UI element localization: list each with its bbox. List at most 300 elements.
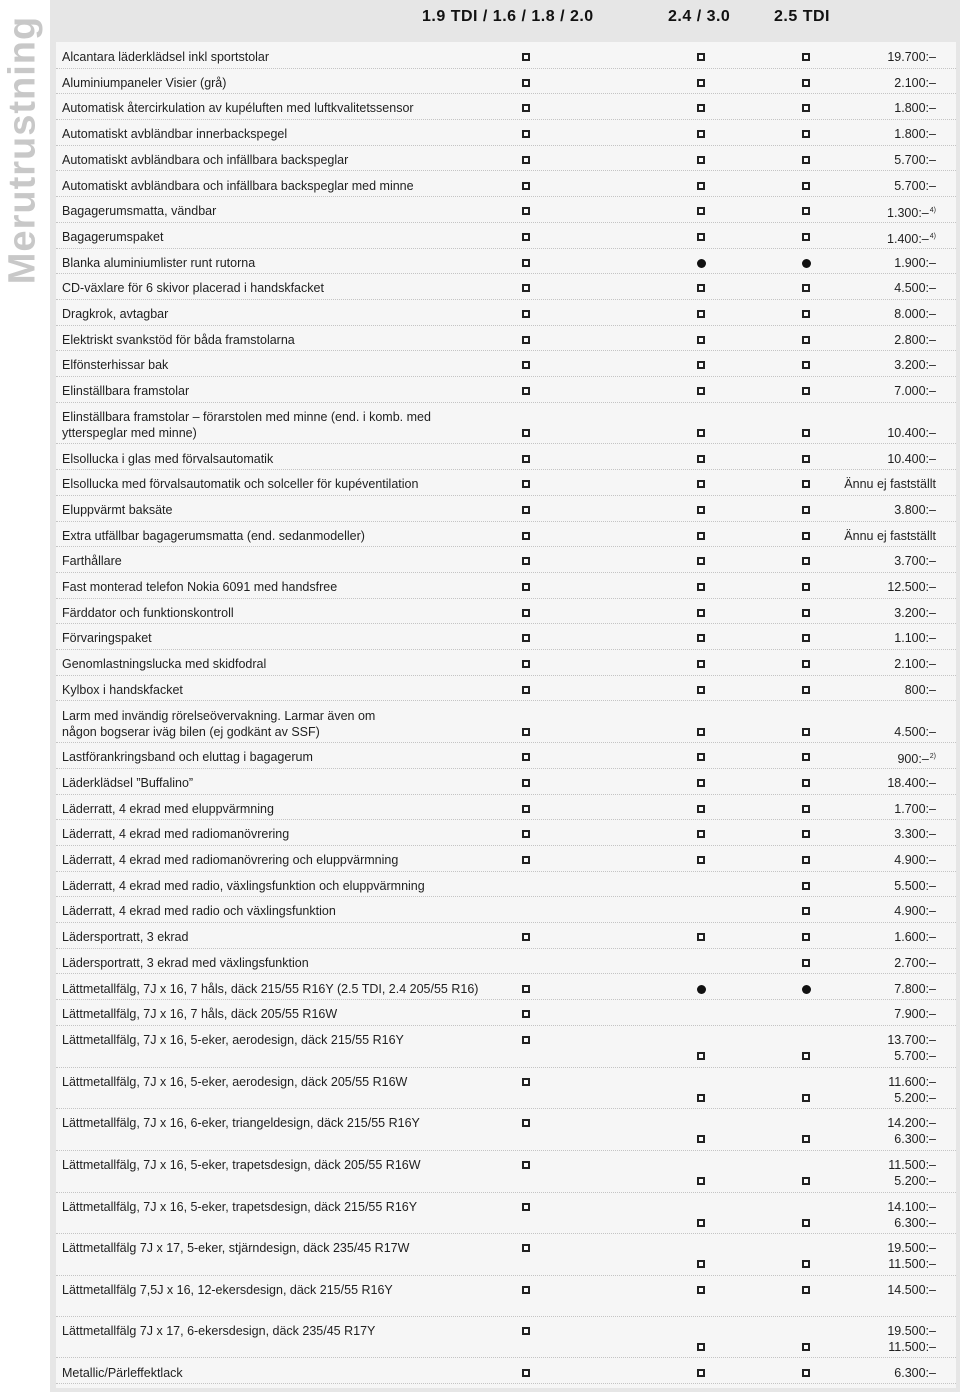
option-box-icon: [802, 387, 810, 395]
price-value: 3.800:–: [894, 502, 936, 517]
option-box-icon: [522, 130, 530, 138]
option-price: [887, 1282, 936, 1298]
option-box-icon: [522, 79, 530, 87]
option-box-icon: [802, 532, 810, 540]
price-value: 11.500:–: [888, 1158, 936, 1172]
price-value: 1.600:–: [894, 930, 936, 945]
price-value: 2.700:–: [894, 955, 936, 970]
option-label: Fast monterad telefon Nokia 6091 med handsfree: [62, 580, 338, 594]
option-label: Farthållare: [62, 554, 122, 569]
option-price: [894, 724, 936, 740]
option-box-icon: [697, 156, 705, 164]
option-box-icon: [522, 985, 530, 993]
option-price: [894, 903, 936, 919]
option-box-icon: [522, 933, 530, 941]
table-row: [56, 1275, 956, 1317]
option-label: Lädersportratt, 3 ekrad: [62, 930, 189, 945]
price-value: 1.900:–: [894, 255, 936, 270]
price-value: 1.800:–: [894, 101, 936, 116]
option-box-icon: [522, 1327, 530, 1335]
option-price: [894, 1090, 936, 1106]
option-price: [894, 178, 936, 194]
option-price: [887, 1115, 936, 1131]
table-row: [56, 444, 956, 471]
option-label: Automatiskt avbländbara och infällbara backspeglar med minne: [62, 178, 414, 193]
table-row: [56, 922, 956, 949]
table-row: [56, 325, 956, 352]
option-price: [888, 1339, 936, 1355]
option-box-icon: [522, 1369, 530, 1377]
option-box-icon: [697, 506, 705, 514]
price-value: 14.200:–: [887, 1116, 936, 1131]
table-row: [56, 299, 956, 326]
option-box-icon: [697, 830, 705, 838]
option-label: Elfönsterhissar bak: [62, 358, 169, 373]
table-row: [56, 1316, 956, 1359]
option-box-icon: [802, 233, 810, 241]
option-box-icon: [697, 1219, 705, 1227]
option-box-icon: [802, 907, 810, 915]
price-value: 10.400:–: [887, 451, 936, 466]
price-value: 19.500:–: [887, 1241, 936, 1256]
table-row: [56, 376, 956, 403]
option-price: [894, 75, 936, 91]
option-price: [887, 1240, 936, 1256]
option-price: [894, 152, 936, 168]
option-price: [888, 1256, 936, 1272]
option-price: [894, 605, 936, 621]
price-value: 5.700:–: [894, 152, 936, 167]
option-label: CD-växlare för 6 skivor placerad i handskfacket: [62, 281, 324, 296]
option-label: någon bogserar iväg bilen (ej godkänt av SSF): [62, 724, 320, 739]
table-row: [56, 273, 956, 300]
option-box-icon: [522, 233, 530, 241]
option-box-icon: [802, 728, 810, 736]
option-box-icon: [697, 1286, 705, 1294]
option-box-icon: [522, 259, 530, 267]
option-label: Blanka aluminiumlister runt rutorna: [62, 255, 256, 270]
option-box-icon: [697, 207, 705, 215]
option-box-icon: [802, 959, 810, 967]
option-label: Läderratt, 4 ekrad med radiomanövrering och eluppvärmning: [62, 853, 399, 867]
option-price: [894, 1173, 936, 1189]
price-value: 3.200:–: [894, 605, 936, 620]
standard-dot-icon: [802, 985, 811, 994]
option-label: Alcantara läderklädsel inkl sportstolar: [62, 50, 270, 64]
option-box-icon: [522, 182, 530, 190]
option-label: Lättmetallfälg, 7J x 16, 7 håls, däck 215/55 R16Y (2.5 TDI, 2.4 205/55 R16): [62, 981, 479, 996]
table-row: [56, 196, 956, 223]
option-box-icon: [697, 1052, 705, 1060]
option-box-icon: [802, 53, 810, 61]
table-row: [56, 350, 956, 377]
option-price: [905, 682, 936, 698]
option-price: [887, 229, 936, 247]
option-box-icon: [697, 53, 705, 61]
option-label: Bagagerumspaket: [62, 229, 164, 244]
option-box-icon: [522, 361, 530, 369]
option-box-icon: [522, 1078, 530, 1086]
column-header-engine-group-3: 2.5 TDI: [774, 8, 830, 25]
option-price: [887, 49, 936, 65]
option-label: Lädersportratt, 3 ekrad med växlingsfunktion: [62, 955, 309, 970]
table-row: [56, 469, 956, 496]
option-box-icon: [802, 856, 810, 864]
option-box-icon: [697, 583, 705, 591]
table-row: [56, 742, 956, 769]
option-label: ytterspeglar med minne): [62, 425, 197, 440]
option-box-icon: [697, 686, 705, 694]
price-value: 8.000:–: [894, 307, 936, 321]
option-box-icon: [522, 1161, 530, 1169]
option-box-icon: [522, 728, 530, 736]
footnote-marker: 2): [929, 753, 936, 761]
option-box-icon: [522, 830, 530, 838]
option-box-icon: [802, 1094, 810, 1102]
option-price: [894, 332, 936, 348]
price-value: 13.700:–: [887, 1032, 936, 1047]
option-box-icon: [522, 1244, 530, 1252]
option-label: Automatisk återcirkulation av kupéluften med luftkvalitetssensor: [62, 101, 414, 116]
option-box-icon: [522, 1286, 530, 1294]
option-label: Lättmetallfälg, 7J x 16, 5-eker, trapetsdesign, däck 215/55 R16Y: [62, 1199, 418, 1214]
price-value: 5.700:–: [894, 178, 936, 193]
option-label: Kylbox i handskfacket: [62, 682, 183, 697]
price-value: 5.700:–: [894, 1048, 936, 1063]
option-box-icon: [522, 1203, 530, 1211]
option-box-icon: [697, 779, 705, 787]
price-value: 19.700:–: [887, 50, 936, 64]
option-price: [897, 749, 936, 767]
option-price: [887, 579, 936, 595]
price-value: 900:–: [897, 752, 929, 767]
option-label: Läderratt, 4 ekrad med eluppvärmning: [62, 801, 274, 816]
price-value: 1.300:–: [887, 206, 929, 221]
option-box-icon: [802, 480, 810, 488]
standard-dot-icon: [697, 259, 706, 268]
option-label: Automatiskt avbländbar innerbackspegel: [62, 127, 288, 142]
option-price: [894, 383, 936, 399]
option-box-icon: [522, 1119, 530, 1127]
option-label: Lastförankringsband och eluttag i bagagerum: [62, 750, 313, 765]
table-row: [56, 649, 956, 676]
option-box-icon: [802, 1052, 810, 1060]
table-row: [56, 495, 956, 522]
price-value: 5.200:–: [894, 1174, 936, 1188]
price-value: 2.100:–: [894, 75, 936, 90]
price-value: 4.900:–: [894, 853, 936, 867]
option-box-icon: [802, 207, 810, 215]
option-box-icon: [697, 79, 705, 87]
table-row: [56, 521, 956, 548]
option-box-icon: [522, 856, 530, 864]
option-box-icon: [697, 455, 705, 463]
option-box-icon: [802, 361, 810, 369]
table-row: [56, 1025, 956, 1068]
option-label: Larm med invändig rörelseövervakning. Larmar även om: [62, 708, 376, 723]
option-box-icon: [697, 557, 705, 565]
option-box-icon: [522, 284, 530, 292]
option-box-icon: [697, 1260, 705, 1268]
option-price: [894, 630, 936, 646]
table-row: [56, 1108, 956, 1151]
table-row: [56, 819, 956, 846]
option-box-icon: [802, 1286, 810, 1294]
option-box-icon: [697, 480, 705, 488]
price-value: 1.100:–: [894, 631, 936, 646]
option-label: Aluminiumpaneler Visier (grå): [62, 75, 227, 90]
option-box-icon: [802, 429, 810, 437]
option-price: [894, 357, 936, 373]
option-label: Förvaringspaket: [62, 631, 152, 646]
table-row: [56, 68, 956, 95]
option-box-icon: [697, 634, 705, 642]
price-value: 2.100:–: [894, 657, 936, 672]
table-row: [56, 572, 956, 599]
option-box-icon: [802, 130, 810, 138]
option-box-icon: [522, 387, 530, 395]
option-box-icon: [697, 1343, 705, 1351]
option-box-icon: [697, 856, 705, 864]
options-table: [56, 42, 956, 1388]
option-box-icon: [697, 1177, 705, 1185]
option-box-icon: [802, 506, 810, 514]
option-price: [887, 203, 936, 221]
option-box-icon: [697, 310, 705, 318]
side-title-text: Merutrustning: [1, 15, 44, 285]
table-row: [56, 222, 956, 249]
table-row: [56, 1233, 956, 1276]
price-value: 1.800:–: [894, 127, 936, 142]
option-box-icon: [522, 455, 530, 463]
footnote-marker: 4): [929, 207, 936, 215]
price-value: 6.300:–: [894, 1215, 936, 1230]
price-value: 3.700:–: [894, 554, 936, 569]
option-box-icon: [802, 882, 810, 890]
price-value: 4.500:–: [894, 724, 936, 739]
side-title: [0, 0, 46, 300]
option-price: [894, 1006, 936, 1022]
option-price: [894, 852, 936, 868]
price-value: 12.500:–: [887, 580, 936, 594]
option-label: Lättmetallfälg, 7J x 16, 5-eker, aerodesign, däck 215/55 R16Y: [62, 1032, 404, 1047]
price-value: 10.400:–: [887, 425, 936, 440]
price-value: 5.200:–: [894, 1090, 936, 1105]
option-box-icon: [697, 1094, 705, 1102]
price-value: 11.600:–: [888, 1074, 936, 1089]
price-value: 14.500:–: [887, 1283, 936, 1298]
price-value: 6.300:–: [894, 1365, 936, 1380]
option-price: [844, 476, 936, 492]
option-label: Elinställbara framstolar – förarstolen med minne (end. i komb. med: [62, 409, 431, 424]
price-value: 7.900:–: [894, 1007, 936, 1022]
option-box-icon: [522, 634, 530, 642]
price-value: 6.300:–: [894, 1132, 936, 1147]
table-row: [56, 794, 956, 821]
option-box-icon: [697, 805, 705, 813]
option-box-icon: [802, 686, 810, 694]
option-box-icon: [697, 182, 705, 190]
option-price: [894, 1131, 936, 1147]
option-price: [894, 929, 936, 945]
table-row: [56, 598, 956, 625]
option-box-icon: [697, 1135, 705, 1143]
table-row: [56, 896, 956, 923]
option-price: [894, 100, 936, 116]
option-box-icon: [802, 805, 810, 813]
option-box-icon: [802, 79, 810, 87]
price-value: 3.300:–: [894, 827, 936, 842]
option-box-icon: [802, 1260, 810, 1268]
option-box-icon: [802, 660, 810, 668]
option-price: [894, 981, 936, 997]
option-price: [894, 1048, 936, 1064]
option-box-icon: [802, 455, 810, 463]
option-price: [894, 280, 936, 296]
option-price: [894, 306, 936, 322]
table-row: [56, 845, 956, 872]
table-row: [56, 42, 956, 69]
table-row: [56, 768, 956, 795]
footnote-marker: 4): [929, 232, 936, 240]
option-box-icon: [697, 1369, 705, 1377]
option-box-icon: [697, 532, 705, 540]
table-row: [56, 1192, 956, 1235]
option-box-icon: [522, 104, 530, 112]
option-box-icon: [522, 310, 530, 318]
option-price: [894, 1365, 936, 1381]
option-box-icon: [697, 387, 705, 395]
option-label: Lättmetallfälg 7,5J x 16, 12-ekersdesign, däck 215/55 R16Y: [62, 1283, 393, 1298]
table-row: [56, 999, 956, 1026]
option-price: [888, 1074, 936, 1090]
price-value: 3.200:–: [894, 358, 936, 373]
option-box-icon: [802, 1177, 810, 1185]
option-box-icon: [802, 830, 810, 838]
option-price: [887, 1199, 936, 1215]
option-label: Automatiskt avbländbara och infällbara backspeglar: [62, 152, 349, 167]
option-box-icon: [522, 805, 530, 813]
option-price: [894, 553, 936, 569]
price-value: Ännu ej fastställt: [844, 477, 936, 492]
option-box-icon: [522, 609, 530, 617]
column-header: [50, 0, 960, 40]
option-box-icon: [522, 506, 530, 514]
table-row: [56, 145, 956, 172]
price-value: Ännu ej fastställt: [844, 528, 936, 543]
price-value: 7.000:–: [894, 384, 936, 399]
option-box-icon: [522, 660, 530, 668]
price-value: 11.500:–: [888, 1257, 936, 1272]
table-row: [56, 974, 956, 1001]
table-row: [56, 675, 956, 702]
option-price: [887, 425, 936, 441]
option-box-icon: [802, 156, 810, 164]
option-label: Elsollucka med förvalsautomatik och solceller för kupéventilation: [62, 477, 419, 492]
option-box-icon: [522, 779, 530, 787]
option-label: Elinställbara framstolar: [62, 384, 190, 399]
option-price: [894, 126, 936, 142]
option-box-icon: [697, 336, 705, 344]
option-price: [894, 878, 936, 894]
option-price: [894, 1215, 936, 1231]
option-label: Genomlastningslucka med skidfodral: [62, 657, 267, 672]
option-label: Läderratt, 4 ekrad med radio och växlingsfunktion: [62, 904, 336, 919]
option-box-icon: [802, 182, 810, 190]
option-box-icon: [802, 609, 810, 617]
table-row: [56, 1067, 956, 1110]
option-price: [894, 801, 936, 817]
option-label: Färddator och funktionskontroll: [62, 605, 234, 620]
option-box-icon: [697, 660, 705, 668]
option-box-icon: [697, 609, 705, 617]
option-price: [894, 656, 936, 672]
option-price: [887, 1323, 936, 1339]
price-value: 800:–: [904, 682, 936, 697]
price-value: 1.400:–: [887, 231, 929, 246]
options-panel: [50, 0, 960, 1392]
option-box-icon: [697, 728, 705, 736]
option-box-icon: [802, 1135, 810, 1143]
option-price: [894, 502, 936, 518]
price-value: 19.500:–: [887, 1323, 936, 1338]
option-box-icon: [802, 583, 810, 591]
table-row: [56, 119, 956, 146]
table-row: [56, 402, 956, 445]
option-box-icon: [697, 753, 705, 761]
price-value: 1.700:–: [894, 801, 936, 816]
option-box-icon: [802, 779, 810, 787]
table-row: [56, 171, 956, 198]
price-value: 5.500:–: [894, 878, 936, 893]
option-box-icon: [522, 53, 530, 61]
option-box-icon: [802, 1369, 810, 1377]
option-label: Läderratt, 4 ekrad med radio, växlingsfunktion och eluppvärmning: [62, 878, 425, 893]
column-header-engine-group-1: 1.9 TDI / 1.6 / 1.8 / 2.0: [422, 8, 594, 25]
option-price: [887, 1032, 936, 1048]
option-price: [844, 528, 936, 544]
option-label: Dragkrok, avtagbar: [62, 307, 169, 321]
option-box-icon: [522, 686, 530, 694]
option-label: Lättmetallfälg, 7J x 16, 5-eker, trapetsdesign, däck 205/55 R16W: [62, 1158, 421, 1172]
option-label: Läderratt, 4 ekrad med radiomanövrering: [62, 827, 290, 842]
option-label: Lättmetallfälg, 7J x 16, 6-eker, triangeldesign, däck 215/55 R16Y: [62, 1116, 420, 1131]
option-box-icon: [697, 933, 705, 941]
option-box-icon: [522, 557, 530, 565]
option-box-icon: [697, 361, 705, 369]
option-label: Eluppvärmt baksäte: [62, 502, 173, 517]
price-value: 18.400:–: [887, 775, 936, 790]
option-box-icon: [697, 104, 705, 112]
option-box-icon: [522, 480, 530, 488]
price-value: 2.800:–: [894, 332, 936, 347]
option-box-icon: [802, 336, 810, 344]
option-box-icon: [522, 1036, 530, 1044]
option-price: [894, 955, 936, 971]
option-price: [894, 255, 936, 271]
price-value: 4.500:–: [894, 281, 936, 296]
option-box-icon: [802, 1343, 810, 1351]
option-label: Elsollucka i glas med förvalsautomatik: [62, 451, 274, 466]
option-box-icon: [522, 532, 530, 540]
option-box-icon: [522, 1010, 530, 1018]
option-box-icon: [802, 557, 810, 565]
option-box-icon: [802, 933, 810, 941]
option-box-icon: [802, 284, 810, 292]
option-box-icon: [802, 1219, 810, 1227]
table-row: [56, 546, 956, 573]
option-box-icon: [522, 429, 530, 437]
